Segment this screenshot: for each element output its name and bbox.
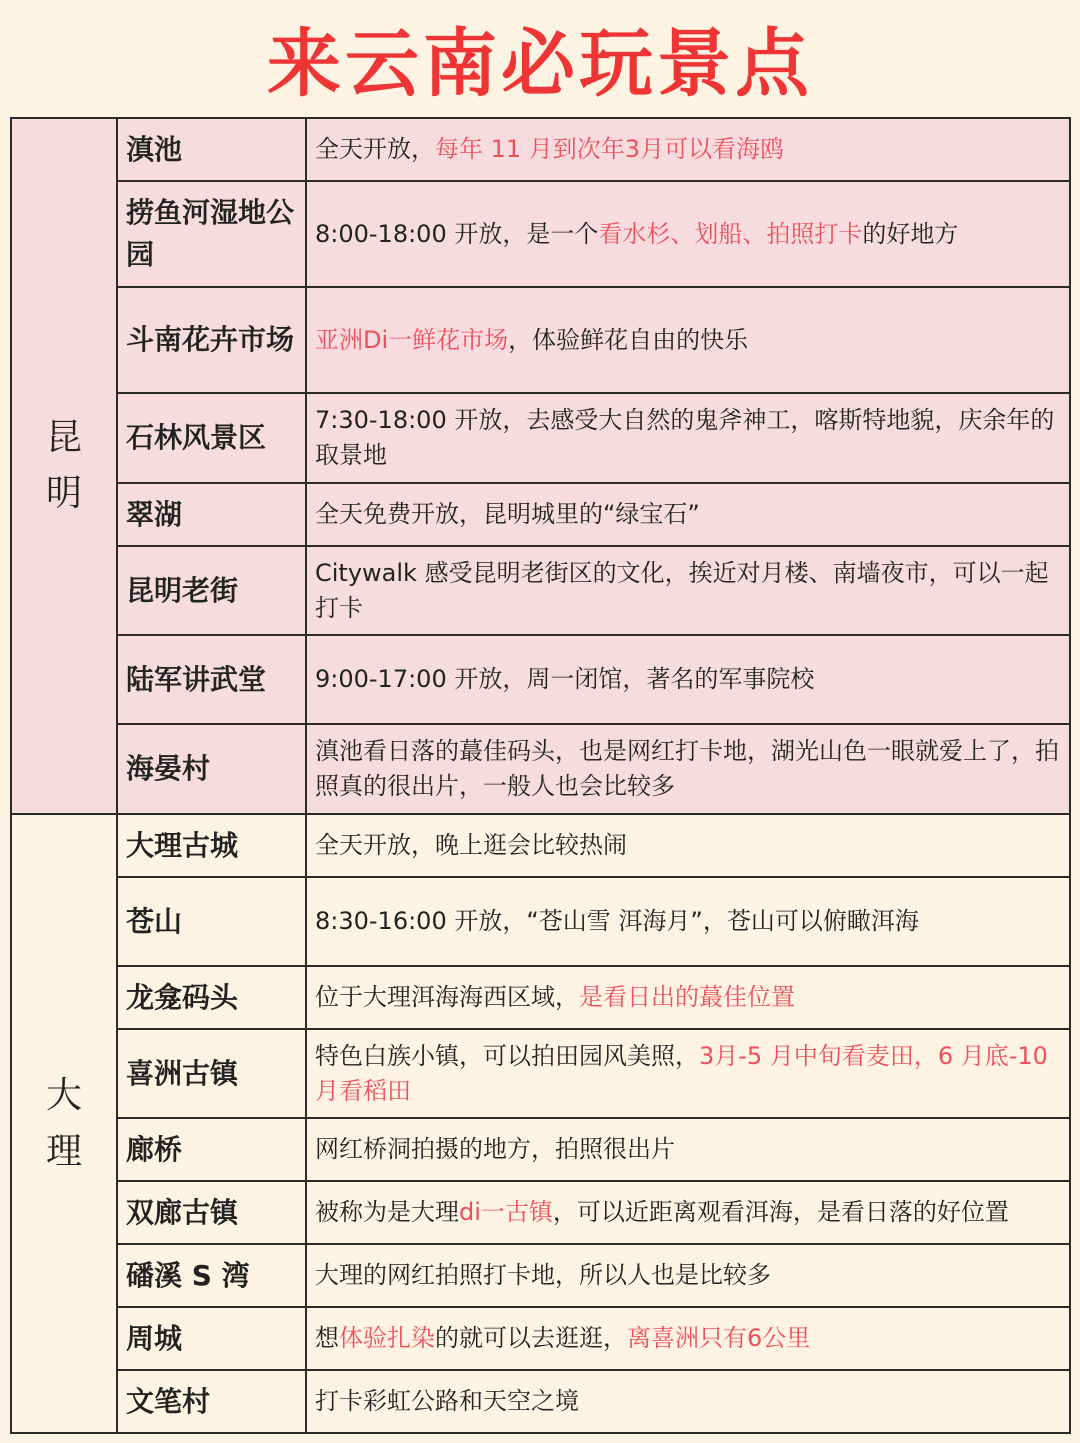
description-text: Citywalk 感受昆明老街区的文化，挨近对月楼、南墙夜市，可以一起打卡 (315, 558, 1049, 622)
description-text: 网红桥洞拍摄的地方，拍照很出片 (315, 1135, 675, 1163)
table-row (11, 724, 1070, 814)
attraction-name: 斗南花卉市场 (117, 287, 306, 393)
attraction-description (306, 287, 1070, 393)
attraction-name: 滇池 (117, 118, 306, 181)
region-cell (11, 118, 117, 814)
attraction-name: 翠湖 (117, 483, 306, 546)
highlight-text: 每年 11 月到次年3月可以看海鸥 (435, 135, 785, 163)
attraction-description (306, 181, 1070, 287)
description-text: ，体验鲜花自由的快乐 (508, 325, 749, 354)
description-text: 位于大理洱海海西区域， (315, 983, 579, 1011)
highlight-text: 3月-5 月中旬看麦田，6 月底-10 月看稻田 (315, 1041, 1048, 1105)
description-text: 7:30-18:00 开放，去感受大自然的鬼斧神工，喀斯特地貌，庆余年的取景地 (315, 406, 1055, 469)
attraction-name: 昆明老街 (117, 546, 306, 635)
description-text: 全天开放， (315, 135, 435, 163)
description-text: ，可以近距离观看洱海，是看日落的好位置 (552, 1198, 1009, 1226)
description-text: 的就可以去逛逛， (435, 1324, 627, 1352)
table-row (11, 1307, 1070, 1370)
description-text: 大理的网红拍照打卡地，所以人也是比较多 (315, 1261, 771, 1289)
attraction-name: 喜洲古镇 (117, 1029, 306, 1118)
table-row (11, 1370, 1070, 1433)
attraction-description (306, 1181, 1070, 1244)
table-row (11, 483, 1070, 546)
attraction-description (306, 1029, 1070, 1118)
attraction-description (306, 1244, 1070, 1307)
highlight-text: di一古镇 (459, 1198, 553, 1226)
table-row (11, 287, 1070, 393)
attraction-name: 磻溪 S 湾 (117, 1244, 306, 1307)
attraction-description (306, 393, 1070, 483)
table-row (11, 181, 1070, 287)
table-row (11, 118, 1070, 181)
attraction-description (306, 1370, 1070, 1433)
attraction-name: 石林风景区 (117, 393, 306, 483)
description-text: 滇池看日落的蕞佳码头，也是网红打卡地，湖光山色一眼就爱上了，拍照真的很出片，一般人也会比较多 (315, 737, 1059, 800)
attraction-name: 廊桥 (117, 1118, 306, 1181)
description-text: 8:30-16:00 开放，“苍山雪 洱海月”，苍山可以俯瞰洱海 (315, 907, 919, 935)
attraction-name: 苍山 (117, 877, 306, 966)
attraction-description (306, 724, 1070, 814)
description-text: 全天免费开放，昆明城里的“绿宝石” (315, 500, 700, 528)
table-row (11, 1244, 1070, 1307)
table-row (11, 966, 1070, 1029)
table-row (11, 1118, 1070, 1181)
description-text: 8:00-18:00 开放，是一个 (315, 219, 599, 248)
attraction-description (306, 118, 1070, 181)
table-row (11, 877, 1070, 966)
region-cell (11, 814, 117, 1433)
attraction-description (306, 1118, 1070, 1181)
description-text: 9:00-17:00 开放，周一闭馆，著名的军事院校 (315, 665, 815, 693)
description-text: 全天开放，晚上逛会比较热闹 (315, 831, 627, 859)
table-row (11, 546, 1070, 635)
highlight-text: 亚洲Di一鲜花市场 (315, 325, 509, 354)
attraction-description (306, 635, 1070, 724)
description-text: 被称为是大理 (315, 1198, 459, 1226)
attraction-name: 大理古城 (117, 814, 306, 877)
highlight-text: 看水杉、划船、拍照打卡 (598, 219, 863, 248)
attraction-name: 捞鱼河湿地公园 (117, 181, 306, 287)
attraction-name: 周城 (117, 1307, 306, 1370)
attraction-name: 龙龛码头 (117, 966, 306, 1029)
attractions-table (10, 117, 1071, 1434)
highlight-text: 是看日出的蕞佳位置 (579, 983, 795, 1011)
attraction-description (306, 546, 1070, 635)
description-text: 特色白族小镇，可以拍田园风美照， (315, 1041, 699, 1070)
table-row (11, 1029, 1070, 1118)
attraction-name: 文笔村 (117, 1370, 306, 1433)
highlight-text: 体验扎染 (339, 1324, 435, 1352)
attraction-name: 海晏村 (117, 724, 306, 814)
attraction-name: 双廊古镇 (117, 1181, 306, 1244)
table-row (11, 1181, 1070, 1244)
highlight-text: 离喜洲只有6公里 (627, 1324, 811, 1352)
attraction-description (306, 483, 1070, 546)
description-text: 的好地方 (862, 219, 959, 248)
region-label: 大理 (45, 1074, 82, 1172)
attraction-description (306, 966, 1070, 1029)
region-label: 昆明 (45, 417, 82, 514)
attraction-description (306, 877, 1070, 966)
description-text: 想 (315, 1324, 339, 1352)
page-title: 来云南必玩景点 (267, 21, 813, 107)
attraction-description (306, 1307, 1070, 1370)
table-row (11, 814, 1070, 877)
table-row (11, 635, 1070, 724)
table-row (11, 393, 1070, 483)
attraction-name: 陆军讲武堂 (117, 635, 306, 724)
attraction-description (306, 814, 1070, 877)
description-text: 打卡彩虹公路和天空之境 (315, 1387, 579, 1415)
